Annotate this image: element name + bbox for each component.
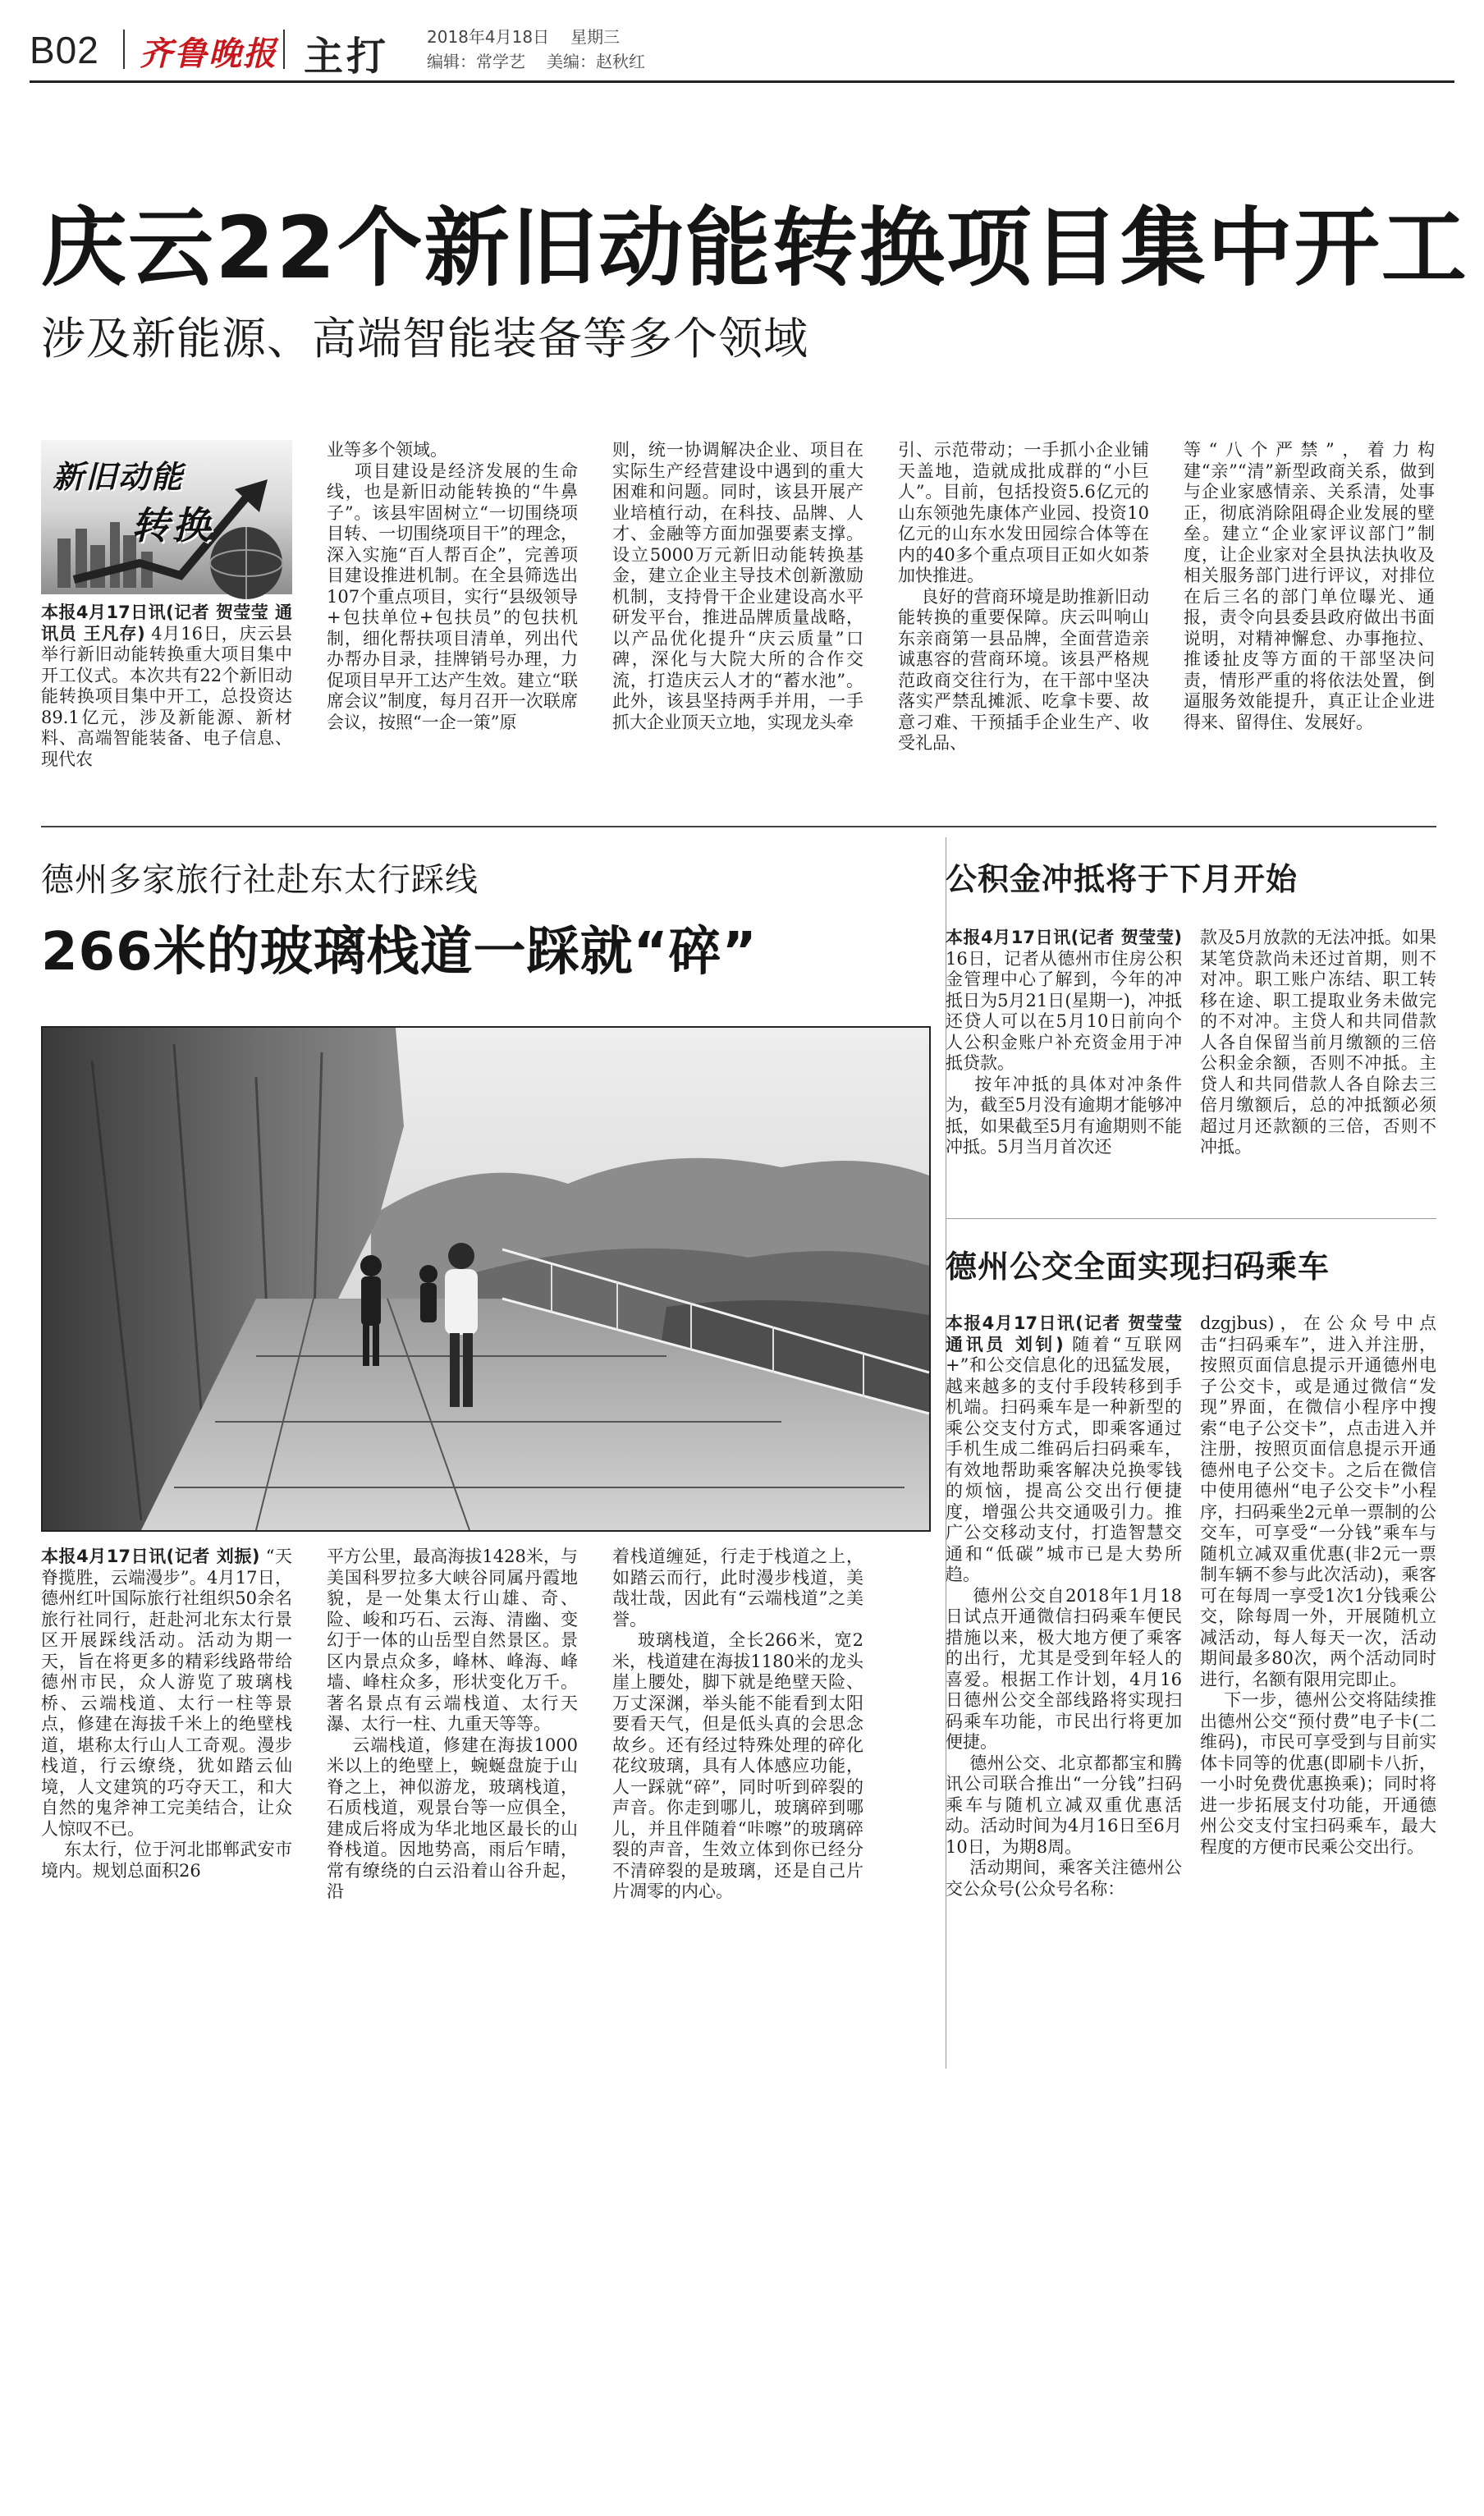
paper-logo: 齐鲁晚报	[140, 34, 277, 73]
lead-story-column-5: 等“八个严禁”，着力构建“亲”“清”新型政商关系，做到与企业家感情亲、关系清，处事正，彻底消除阻碍企业发展的壁垒。建立“企业家评议部门”制度，让企业家对全县执法执收及相关服务部门进行评议，对排位在后三名的部门单位曝光、通报，责令向县委县政府做出书面说明，对精神懈怠、办事拖拉、推诿扯皮等方面的干部坚决问责，情形严重的将依法处置，倒逼服务效能提升，真正让企业进得来、留得住、发展好。	[1184, 440, 1435, 732]
issue-date-line	[427, 25, 666, 49]
lead-story-text-1: 4月16日，庆云县举行新旧动能转换重大项目集中开工仪式。本次共有22个新旧动能转换项目集中开工，总投资达89.1亿元，涉及新能源、新材料、高端智能装备、电子信息、现代农	[41, 623, 292, 769]
glass-story-column-2: 平方公里，最高海拔1428米，与美国科罗拉多大峡谷同属丹霞地貌，是一处集太行山雄、奇、险、峻和巧石、云海、清幽、变幻于一体的山岳型自然景区。景区内景点众多，峰林、峰海、峰墙、峰柱众多，形状变化万千。著名景点有云端栈道、太行天瀑、太行一柱、九重天等等。 云端栈道，修建在海拔1000米以上的绝壁上，蜿蜒盘旋于山脊之上，神似游龙，玻璃栈道，石质栈道，观景台等一应俱全，建成后将成为华北地区最长的山脊栈道。因地势高，雨后乍晴，常有缭绕的白云沿着山谷升起，沿	[327, 1547, 578, 1901]
fund-story-dateline: 本报4月17日讯(记者 贺莹莹)	[946, 928, 1182, 947]
masthead-divider	[283, 30, 285, 69]
lead-story-dateline: 本报4月17日讯(记者 贺莹莹 通讯员 王凡存)	[41, 603, 292, 644]
lead-story-column-1	[41, 603, 292, 800]
glass-story-kicker: 德州多家旅行社赴东太行踩线	[41, 861, 479, 899]
bus-story-dateline: 本报4月17日讯(记者 贺莹莹 通讯员 刘钊)	[946, 1313, 1189, 1354]
header-rule	[30, 80, 1454, 83]
section-title: 主打	[304, 34, 390, 80]
lead-subheadline: 涉及新能源、高端智能装备等多个领域	[41, 313, 808, 364]
bus-story-text-1: 随着“互联网+”和公交信息化的迅猛发展，越来越多的支付手段转移到手机端。扫码乘车是一种新型的乘公交支付方式，即乘客通过手机生成二维码后扫码乘车，有效地帮助乘客解决兑换零钱的烦恼，提高公交出行便捷度，增强公共交通吸引力。推广公交移动支付，打造智慧交通和“低碳”城市已是大势所趋。 德州公交自2018年1月18日试点开通微信扫码乘车便民措施以来，极大地方便了乘客的出行，尤其是受到年轻人的喜爱。根据工作计划，4月16日德州公交全部线路将实现扫码乘车功能，市民出行将更加便捷。 德州公交、北京都都宝和腾讯公司联合推出“一分钱”扫码乘车与随机立减双重优惠活动。活动时间为4月16日至6月10日，为期8周。 活动期间，乘客关注德州公交公众号(公众号名称：	[946, 1334, 1183, 1899]
issue-meta	[427, 25, 666, 74]
section-divider	[41, 826, 1436, 827]
story-divider	[946, 1218, 1436, 1219]
bus-story-column-2: dzgjbus)，在公众号中点击“扫码乘车”，进入并注册，按照页面信息提示开通德州电子公交卡，或是通过微信“发现”界面，在微信小程序中搜索“电子公交卡”，点击进入并注册，按照页面信息提示开通德州电子公交卡。之后在微信中使用德州“电子公交卡”小程序，扫码乘坐2元单一票制的公交车，可享受“一分钱”乘车与随机立减双重优惠(非2元一票制车辆不参与此次活动)，乘客可在每周一享受1次1分钱乘公交，除每周一外，开展随机立减活动，每人每天一次，活动期间最多80次，两个活动同时进行，名额有限用完即止。 下一步，德州公交将陆续推出德州公交“预付费”电子卡(二维码)，市民可享受到与目前实体卡同等的优惠(即刷卡八折，一小时免费优惠换乘)；同时将进一步拓展支付功能，开通德州公交支付宝扫码乘车，最大程度的方便市民乘公交出行。	[1200, 1313, 1437, 1857]
lead-story-column-2: 业等多个领域。 项目建设是经济发展的生命线，也是新旧动能转换的“牛鼻子”。该县牢固树立“一切围绕项目转、一切围绕项目干”的理念，深入实施“百人帮百企”，完善项目建设推进机制。在全县筛选出107个重点项目，实行“县级领导+包扶单位+包扶员”的包扶机制，细化帮扶项目清单，列出代办帮办目录，挂牌销号办理，力促项目早开工达产生效。建立“联席会议”制度，每月召开一次联席会议，按照“一企一策”原	[327, 440, 579, 732]
glass-story-column-1	[41, 1547, 292, 2064]
bus-story-headline[interactable]: 德州公交全面实现扫码乘车	[946, 1249, 1331, 1285]
logo-text-line1: 新旧动能	[53, 459, 185, 495]
fund-story-column-2: 款及5月放款的无法冲抵。如果某笔贷款尚未还过首期，则不对冲。职工账户冻结、职工转移在途、职工提取业务未做完的不对冲。主贷人和共同借款人各自保留当前月缴额的三倍公积金余额，否则不冲抵。主贷人和共同借款人各自除去三倍月缴额后，总的冲抵额必须超过月还款额的三倍，否则不冲抵。	[1200, 928, 1436, 1157]
glass-story-column-3: 着栈道缠延，行走于栈道之上，如踏云而行，此时漫步栈道，美哉壮哉，因此有“云端栈道”之美誉。 玻璃栈道，全长266米，宽2米，栈道建在海拔1180米的龙头崖上腰处，脚下就是绝壁天险、万丈深渊，举头能不能看到太阳要看天气，但是低头真的会思念故乡。还有经过特殊处理的碎化花纹玻璃，具有人体感应功能，人一踩就“碎”，同时听到碎裂的声音。你走到哪儿，玻璃碎到哪儿，并且伴随着“咔嚓”的玻璃碎裂的声音，生效立体到你已经分不清碎裂的是玻璃，还是自己片片凋零的内心。	[612, 1547, 863, 1901]
glass-story-headline[interactable]: 266米的玻璃栈道一踩就“碎”	[41, 922, 758, 983]
lead-story-column-4: 引、示范带动；一手抓小企业铺天盖地，造就成批成群的“小巨人”。目前，包括投资5.6亿元的山东领弛先康体产业园、投资10亿元的山东水发田园综合体等在内的40多个重点项目正如火如荼加快推进。 良好的营商环境是助推新旧动能转换的重要保障。庆云叫响山东亲商第一县品牌，全面营造亲诚惠容的营商环境。该县严格规范政商交往行为，在干部中坚决落实严禁乱摊派、吃拿卡要、故意刁难、干预插手企业生产、收受礼品、	[898, 440, 1150, 753]
lead-story-column-3: 则，统一协调解决企业、项目在实际生产经营建设中遇到的重大困难和问题。同时，该县开展产业培植行动，在科技、品牌、人才、金融等方面加强要素支撑。设立5000万元新旧动能转换基金，建立企业主导技术创新激励机制，支持骨干企业建设高水平研发平台，推进品牌质量战略，以产品优化提升“庆云质量”口碑，深化与大院大所的合作交流，打造庆云人才的“蓄水池”。此外，该县坚持两手并用，一手抓大企业顶天立地，实现龙头牵	[612, 440, 863, 732]
issue-date: 2018年4月18日	[427, 27, 550, 47]
logo-text-line2: 转换	[131, 503, 213, 548]
designer-credit: 美编：赵秋红	[547, 52, 645, 71]
fund-story-text-1: 16日，记者从德州市住房公积金管理中心了解到，今年的冲抵日为5月21日(星期一)，冲抵还贷人可以在5月10日前向个人公积金账户补充资金用于冲抵贷款。 按年冲抵的具体对冲条件为，截至5月没有逾期才能够冲抵，如果截至5月有逾期则不能冲抵。5月当月首次还	[946, 948, 1182, 1157]
glass-walkway-photo	[41, 1026, 931, 1532]
issue-weekday: 星期三	[570, 27, 621, 47]
lead-headline[interactable]: 庆云22个新旧动能转换项目集中开工	[41, 198, 1468, 298]
glass-walkway-image	[43, 1028, 929, 1530]
page-number: B02	[30, 29, 99, 71]
glass-story-dateline: 本报4月17日讯(记者 刘振)	[41, 1547, 260, 1566]
fund-story-column-1	[946, 928, 1182, 1207]
glass-story-text-1: “天脊揽胜，云端漫步”。4月17日，德州红叶国际旅行社组织50余名旅行社同行，赶赴河北东太行景区开展踩线活动。活动为期一天，旨在将更多的精彩线路带给德州市民，众人游览了玻璃栈桥、云端栈道、太行一柱等景点，修建在海拔千米上的绝壁栈道，堪称太行山人工奇观。漫步栈道，行云缭绕，犹如踏云仙境，人文建筑的巧夺天工，和大自然的鬼斧神工完美结合，让众人惊叹不已。 东太行，位于河北邯郸武安市境内。规划总面积26	[41, 1547, 293, 1881]
editor-credit: 编辑：常学艺	[427, 52, 525, 71]
kinetic-energy-logo	[41, 440, 292, 594]
masthead-divider	[123, 30, 125, 69]
issue-credits	[427, 49, 666, 74]
bus-story-column-1	[946, 1313, 1189, 2062]
fund-story-headline[interactable]: 公积金冲抵将于下月开始	[946, 861, 1298, 897]
